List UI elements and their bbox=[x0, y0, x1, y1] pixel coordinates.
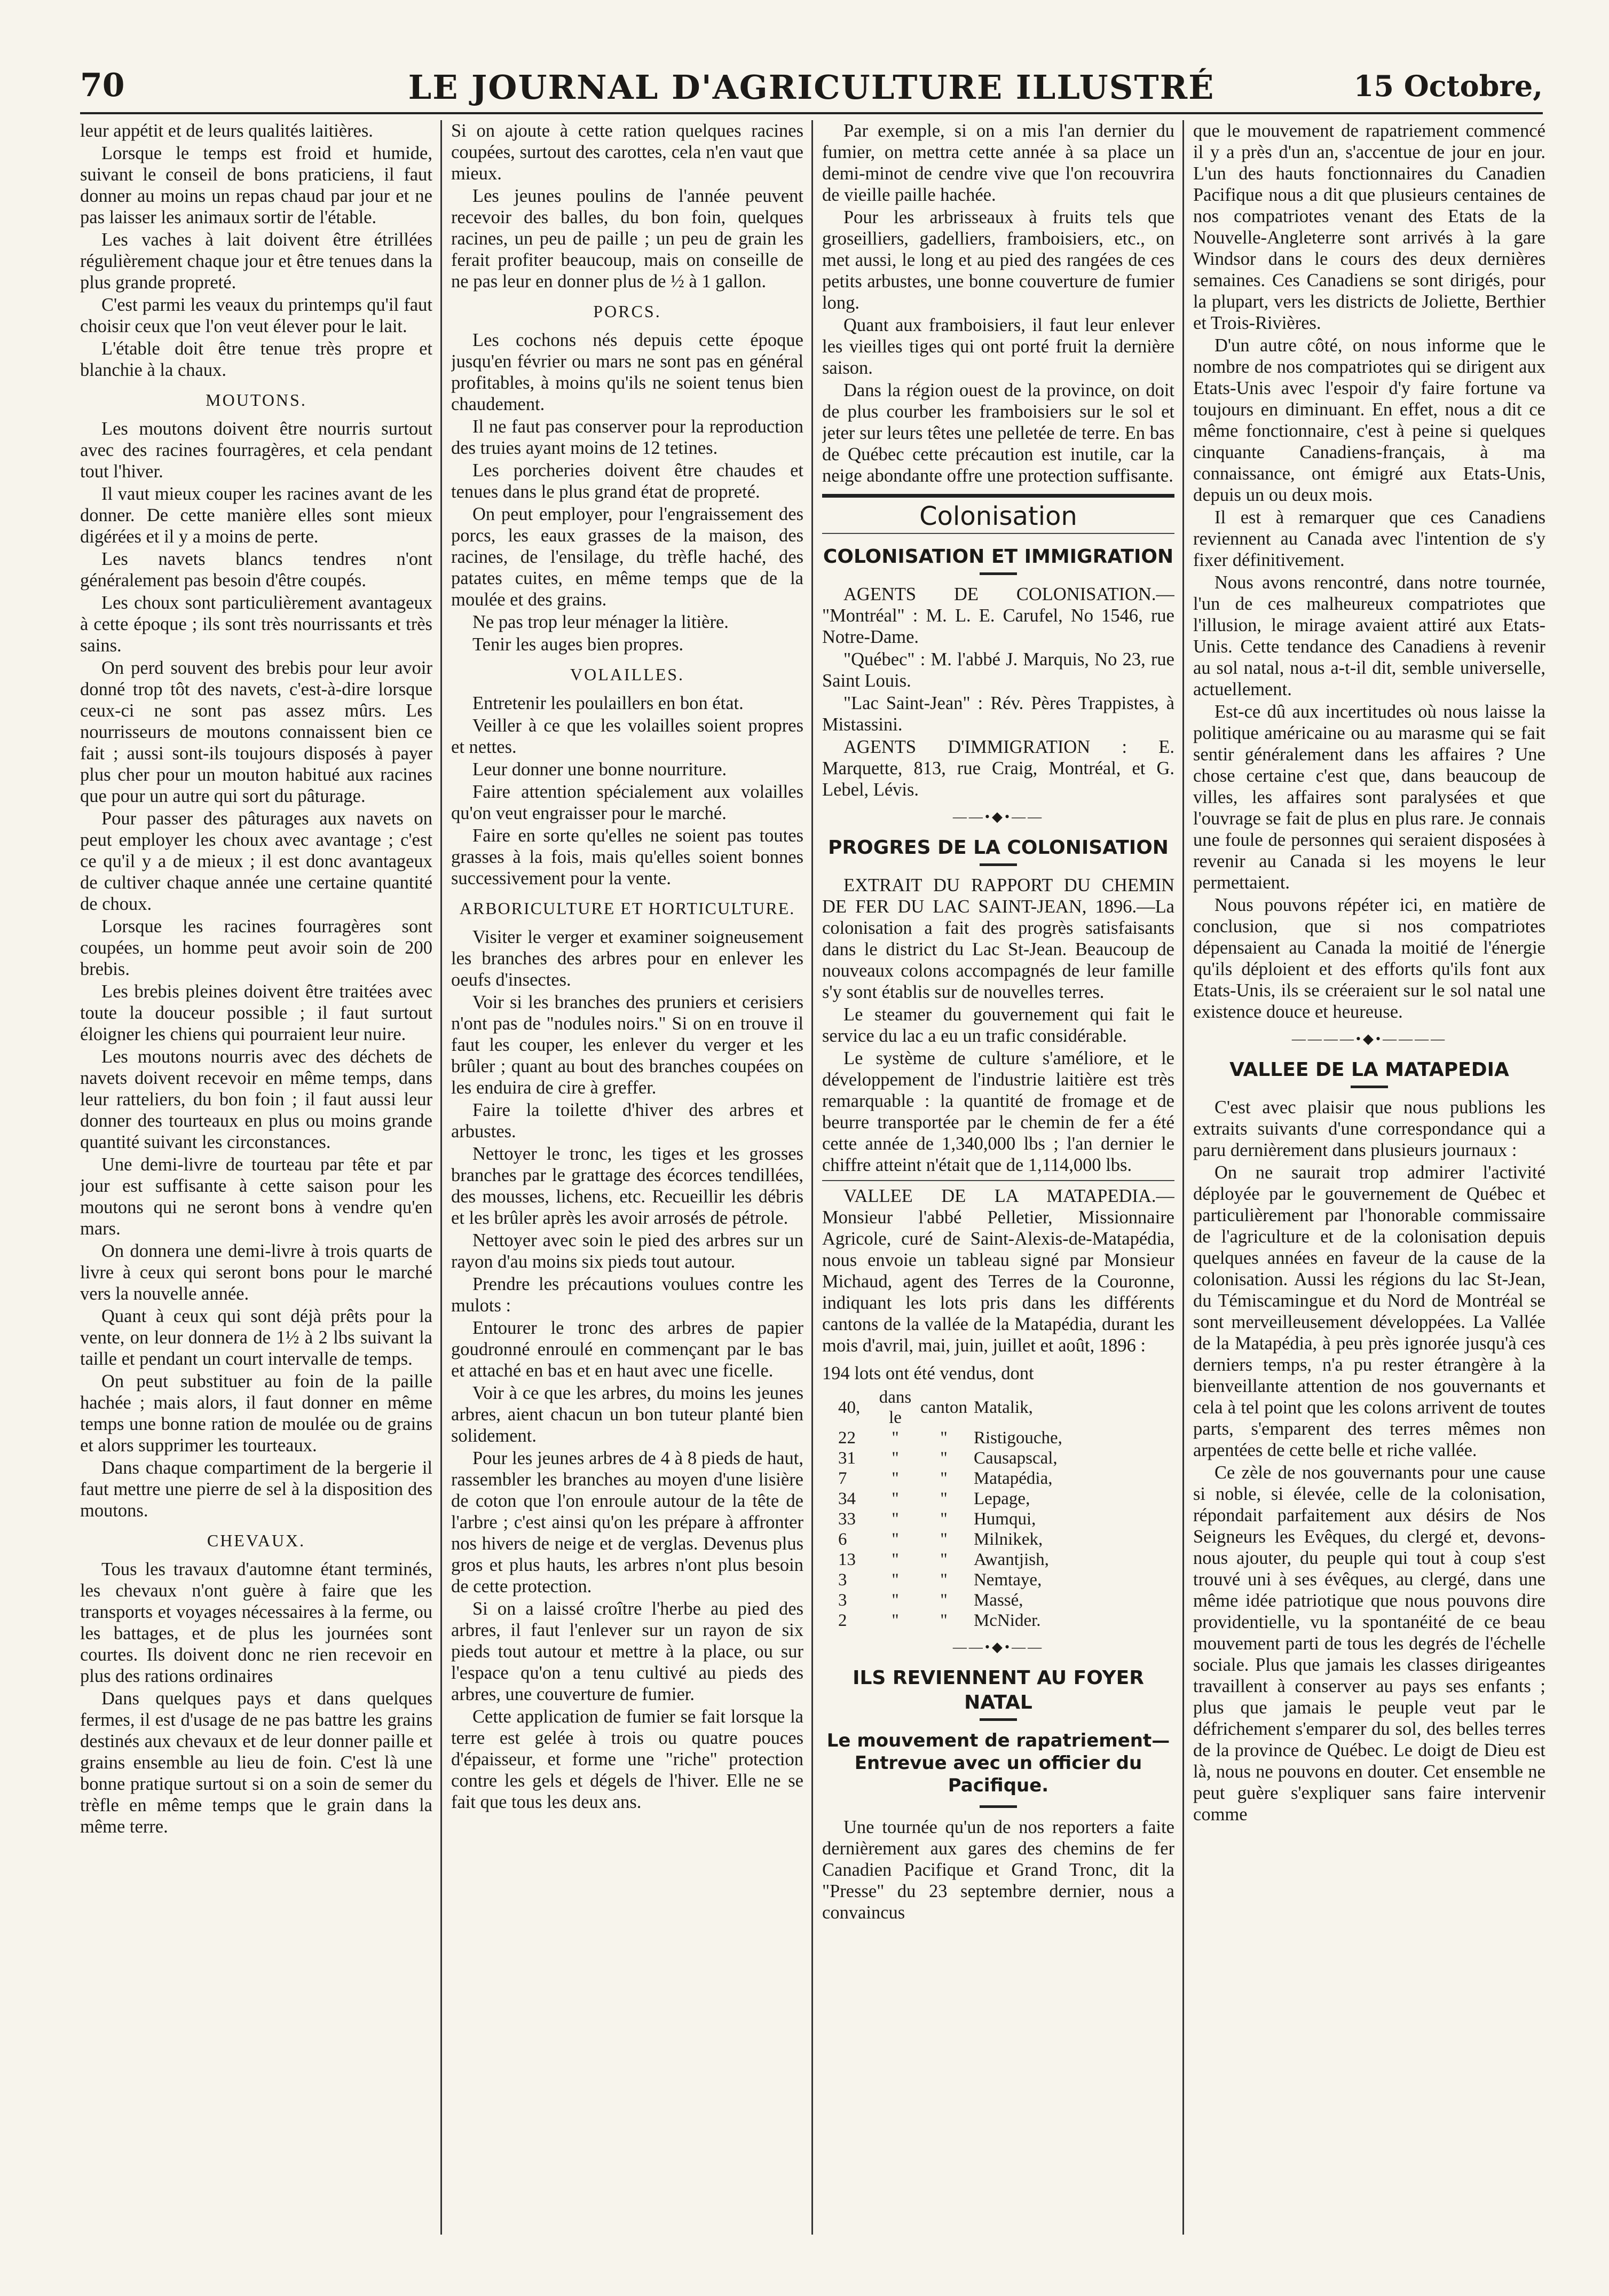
column-2 bbox=[451, 120, 803, 2256]
paragraph: Les brebis pleines doivent être traitées avec toute la douceur possible ; il faut surtout éloigner les chiens qui pourraient leur nuire. bbox=[80, 981, 432, 1044]
lots-cell-n: 22 bbox=[838, 1428, 856, 1448]
short-rule bbox=[980, 863, 1017, 866]
lots-cell-q2: " bbox=[940, 1611, 948, 1630]
paragraph: Visiter le verger et examiner soigneusement les branches des arbres pour en enlever les oeufs d'insectes. bbox=[451, 927, 803, 990]
lots-cell-q1: " bbox=[892, 1591, 899, 1610]
lots-cell-n: 33 bbox=[838, 1509, 856, 1529]
paragraph: On perd souvent des brebis pour leur avoir donné trop tôt des navets, c'est-à-dire lorsque ceux-ci ne sont pas assez mûrs. Les nourrisseurs de moutons connaissent bien ce fait ; aussi sont-ils toujours disposés à payer plus cher pour un mouton habitué aux racines que pour un autre qui sort du pâturage. bbox=[80, 658, 432, 806]
lots-cell-q1: " bbox=[892, 1530, 899, 1549]
paragraph: On donnera une demi-livre à trois quarts de livre à ceux qui seront bons pour le marché vers la nouvelle année. bbox=[80, 1241, 432, 1304]
lots-row bbox=[838, 1448, 1069, 1468]
ornament-divider: ——•◆•—— bbox=[952, 809, 1044, 824]
paragraph: "Québec" : M. l'abbé J. Marquis, No 23, rue Saint Louis. bbox=[822, 649, 1174, 691]
section-heading-porcs: PORCS. bbox=[593, 302, 661, 321]
lots-cell-n: 31 bbox=[838, 1449, 856, 1468]
lots-cell-q1: " bbox=[892, 1570, 899, 1590]
short-rule bbox=[980, 572, 1017, 575]
divider bbox=[822, 1180, 1174, 1181]
lots-cell-q2: " bbox=[940, 1428, 948, 1448]
paragraph: Lorsque le temps est froid et humide, suivant le conseil de bons praticiens, il faut donner au moins un repas chaud par jour et ne pas laisser les animaux sortir de l'étable. bbox=[80, 143, 432, 227]
paragraph: D'un autre côté, on nous informe que le nombre de nos compatriotes qui se dirigent aux Etats-Unis avec l'espoir d'y faire fortune va toujours en diminuant. En effet, nous a dit ce même fonctionnaire, c'est à peine si quelques cinquante Canadiens-français, à ma connaissance, ont émigré aux Etats-Unis, depuis un ou deux mois. bbox=[1193, 335, 1545, 505]
paragraph: Leur donner une bonne nourriture. bbox=[472, 759, 727, 780]
column-1 bbox=[80, 120, 432, 2256]
lots-cell-q2: " bbox=[940, 1489, 948, 1508]
lots-cell-q2: " bbox=[940, 1550, 948, 1569]
paragraph: Une tournée qu'un de nos reporters a faite dernièrement aux gares des chemins de fer Canadien Pacifique et Grand Tronc, dit la "Presse" du 23 septembre dernier, nous a convaincus bbox=[822, 1817, 1174, 1923]
paragraph: Une demi-livre de tourteau par tête et par jour est suffisante à cette saison pour les moutons qui ne seront bons à vendre qu'en mars. bbox=[80, 1154, 432, 1239]
short-rule bbox=[980, 1718, 1017, 1721]
paragraph: Ce zèle de nos gouvernants pour une cause si noble, si élevée, celle de la colonisation, répondait parfaitement aux désirs de Nos Seigneurs les Evêques, du clergé et, devons-nous ajouter, du peuple qui tout à coup s'est trouvé uni à ses évêques, au clergé, dans une même idée patriotique que nous pouvons dire providentielle, vu la spontanéité de ce beau mouvement parti de tous les degrés de l'échelle sociale. Plus que jamais les classes dirigeantes travaillent à conserver au pays ses enfants ; plus que jamais le peuple veut par le défrichement s'emparer du sol, des belles terres de la province de Québec. Le doigt de Dieu est là, nous ne pouvons en douter. Cet ensemble ne peut guère s'expliquer sans faire intervenir comme bbox=[1193, 1462, 1545, 1825]
lots-cell-n: 7 bbox=[838, 1469, 847, 1488]
lots-intro: 194 lots ont été vendus, dont bbox=[822, 1363, 1034, 1383]
paragraph: AGENTS DE COLONISATION.— "Montréal" : M. L. E. Carufel, No 1546, rue Notre-Dame. bbox=[822, 584, 1174, 647]
paragraph: Pour les arbrisseaux à fruits tels que groseilliers, gadelliers, framboisiers, etc., on met aussi, le long et au pied des rangées de ces petits arbustes, une bonne couverture de fumier long. bbox=[822, 207, 1174, 313]
paragraph: Si on a laissé croître l'herbe au pied des arbres, il faut l'enlever sur un rayon de six pieds tout autour et mettre à la place, ou sur l'espace qu'on a tenu cultivé au pieds des arbres, une couverture de fumier. bbox=[451, 1599, 803, 1704]
paragraph: Dans la région ouest de la province, on doit de plus courber les framboisiers sur le sol et jeter sur leurs têtes une pelletée de terre. En bas de Québec cette précaution est inutile, car la neige abondante offre une protection suffisante. bbox=[822, 380, 1174, 486]
paragraph: AGENTS D'IMMIGRATION : E. Marquette, 813, rue Craig, Montréal, et G. Lebel, Lévis. bbox=[822, 737, 1174, 800]
lots-cell-n: 40, bbox=[838, 1398, 861, 1417]
paragraph: Entretenir les poulaillers en bon état. bbox=[472, 693, 744, 713]
lots-cell-name: Awantjish, bbox=[973, 1550, 1049, 1569]
lots-cell-q2: " bbox=[940, 1509, 948, 1529]
lots-cell-name: Milnikek, bbox=[973, 1530, 1043, 1549]
lots-cell-name: Matapédia, bbox=[973, 1469, 1053, 1488]
section-heading-arboriculture: ARBORICULTURE ET HORTICULTURE. bbox=[459, 899, 795, 918]
paragraph: Le système de culture s'améliore, et le développement de l'industrie laitière est très remarquable : la quantité de fromage et de beurre transportée par le chemin de fer a été cette année de 1,340,000 lbs ; l'an dernier le chiffre atteint n'était que de 1,114,000 lbs. bbox=[822, 1048, 1174, 1175]
paragraph: C'est parmi les veaux du printemps qu'il faut choisir ceux que l'on veut élever pour le lait. bbox=[80, 295, 432, 336]
paragraph: Il vaut mieux couper les racines avant de les donner. De cette manière elles sont mieux digérées et il y a moins de perte. bbox=[80, 484, 432, 547]
reviennent-heading: ILS REVIENNENT AU FOYER NATAL bbox=[853, 1667, 1144, 1713]
lots-cell-name: Nemtaye, bbox=[973, 1570, 1042, 1590]
column-rule bbox=[440, 120, 442, 2235]
paragraph: Voir à ce que les arbres, du moins les jeunes arbres, aient chacun un bon tuteur planté bien solidement. bbox=[451, 1383, 803, 1446]
paragraph: Tenir les auges bien propres. bbox=[472, 634, 684, 655]
paragraph: Ne pas trop leur ménager la litière. bbox=[472, 612, 729, 632]
section-heading-volailles: VOLAILLES. bbox=[570, 665, 684, 684]
paragraph: Pour les jeunes arbres de 4 à 8 pieds de haut, rassembler les branches au moyen d'une lisière de coton que l'on enroule autour de la tête de l'arbre ; c'est ainsi qu'on les prépare à affronter nos hivers de neige et de verglas. Devenus plus gros et plus hauts, les arbres n'ont plus besoin de cette protection. bbox=[451, 1448, 803, 1597]
column-rule bbox=[811, 120, 813, 2235]
paragraph: Quant aux framboisiers, il faut leur enlever les vieilles tiges qui ont porté fruit la dernière saison. bbox=[822, 315, 1174, 378]
column-4 bbox=[1193, 120, 1545, 2256]
short-rule bbox=[980, 1805, 1017, 1808]
lots-cell-q1: " bbox=[892, 1611, 899, 1630]
paragraph: Il est à remarquer que ces Canadiens reviennent au Canada avec l'intention de s'y fixer définitivement. bbox=[1193, 507, 1545, 570]
paragraph: L'étable doit être tenue très propre et blanchie à la chaux. bbox=[80, 339, 432, 380]
lots-cell-q1: " bbox=[892, 1509, 899, 1529]
paragraph: Prendre les précautions voulues contre les mulots : bbox=[451, 1274, 803, 1316]
paragraph: Veiller à ce que les volailles soient propres et nettes. bbox=[451, 715, 803, 757]
paragraph: que le mouvement de rapatriement commencé il y a près d'un an, s'accentue de jour en jour. L'un des hauts fonctionnaires du Canadien Pacifique nous a dit que plusieurs centaines de nos compatriotes venant des Etats de la Nouvelle-Angleterre sont arrivés à la gare Windsor dans le cours des deux dernières semaines. Ces Canadiens se sont dirigés, pour la plupart, vers les districts de Joliette, Berthier et Trois-Rivières. bbox=[1193, 121, 1545, 333]
lots-cell-name: Humqui, bbox=[973, 1509, 1036, 1529]
paragraph: C'est avec plaisir que nous publions les extraits suivants d'une correspondance qui a paru dernièrement dans plusieurs journaux : bbox=[1193, 1097, 1545, 1160]
paragraph: Quant à ceux qui sont déjà prêts pour la vente, on leur donnera de 1½ à 2 lbs suivant la taille et pendant un court intervalle de temps. bbox=[80, 1306, 432, 1369]
lots-cell-name: Causapscal, bbox=[973, 1449, 1058, 1468]
lots-cell-name: Massé, bbox=[973, 1591, 1023, 1610]
masthead bbox=[80, 61, 1543, 114]
lots-cell-q2: " bbox=[940, 1449, 948, 1468]
lots-cell-q1: dans le bbox=[879, 1388, 912, 1427]
paragraph: Faire attention spécialement aux volailles qu'on veut engraisser pour le marché. bbox=[451, 782, 803, 823]
paragraph: EXTRAIT DU RAPPORT DU CHEMIN DE FER DU LAC SAINT-JEAN, 1896.—La colonisation a fait des progrès satisfaisants dans le district du Lac St-Jean. Beaucoup de nouveaux colons accompagnés de leur famille s'y sont établis sur de nouvelles terres. bbox=[822, 875, 1174, 1002]
paragraph: Les jeunes poulins de l'année peuvent recevoir des balles, du bon foin, quelques racines, un peu de paille ; un peu de grain les ferait profiter beaucoup, mais on conseille de ne pas leur en donner plus de ½ à 1 gallon. bbox=[451, 186, 803, 292]
vallee-matapedia-heading: VALLEE DE LA MATAPEDIA bbox=[1229, 1059, 1509, 1081]
lots-cell-n: 3 bbox=[838, 1591, 847, 1610]
paragraph: "Lac Saint-Jean" : Rév. Pères Trappistes, à Mistassini. bbox=[822, 693, 1174, 735]
paragraph: VALLEE DE LA MATAPEDIA.— Monsieur l'abbé Pelletier, Missionnaire Agricole, curé de Saint-Alexis-de-Matapédia, nous envoie un tableau signé par Monsieur Michaud, agent des Terres de la Couronne, indiquant les lots pris dans les différents cantons de la vallée de la Matapédia, durant les mois d'avril, mai, juin, juillet et août, 1896 : bbox=[822, 1186, 1174, 1356]
paragraph: Voir si les branches des pruniers et cerisiers n'ont pas de "nodules noirs." Si on en trouve il faut les couper, les enlever du verger et les brûler ; quant au bout des branches coupées on les enduira de cire à greffer. bbox=[451, 992, 803, 1098]
lots-cell-q1: " bbox=[892, 1550, 899, 1569]
paragraph: Les porcheries doivent être chaudes et tenues dans le plus grand état de propreté. bbox=[451, 460, 803, 502]
paragraph: leur appétit et de leurs qualités laitières. bbox=[80, 121, 373, 141]
newspaper-title: LE JOURNAL D'AGRICULTURE ILLUSTRÉ bbox=[408, 68, 1215, 107]
lots-cell-q1: " bbox=[892, 1428, 899, 1448]
ornament-divider: ————•◆•———— bbox=[1291, 1031, 1447, 1047]
paragraph: Les cochons nés depuis cette époque jusqu'en février ou mars ne sont pas en général profitables, à moins qu'ils ne soient tenus bien chaudement. bbox=[451, 330, 803, 414]
lots-row bbox=[838, 1387, 1069, 1428]
lots-cell-name: Ristigouche, bbox=[973, 1428, 1062, 1448]
lots-cell-q2: " bbox=[940, 1530, 948, 1549]
section-heading-chevaux: CHEVAUX. bbox=[207, 1531, 306, 1550]
lots-cell-name: McNider. bbox=[973, 1611, 1041, 1630]
paragraph: Nettoyer avec soin le pied des arbres sur un rayon d'au moins six pieds tout autour. bbox=[451, 1230, 803, 1272]
lots-cell-q1: " bbox=[892, 1489, 899, 1508]
lots-row bbox=[838, 1550, 1069, 1570]
progres-heading: PROGRES DE LA COLONISATION bbox=[828, 837, 1169, 859]
lots-table bbox=[838, 1387, 1069, 1631]
lots-row bbox=[838, 1509, 1069, 1529]
divider bbox=[822, 533, 1174, 534]
paragraph: Les vaches à lait doivent être étrillées régulièrement chaque jour et être tenues dans la plus grande propreté. bbox=[80, 230, 432, 293]
paragraph: Entourer le tronc des arbres de papier goudronné enroulé en commençant par le bas et attaché en bas et en haut avec une ficelle. bbox=[451, 1318, 803, 1381]
lots-row bbox=[838, 1610, 1069, 1631]
paragraph: Nous avons rencontré, dans notre tournée, l'un de ces malheureux compatriotes que l'illusion, le mirage avaient attiré aux Etats-Unis. Cette tendance des Canadiens à revenir au sol natal, nous a-t-il dit, semble universelle, actuellement. bbox=[1193, 572, 1545, 699]
paragraph: Les moutons doivent être nourris surtout avec des racines fourragères, et cela pendant tout l'hiver. bbox=[80, 419, 432, 482]
paragraph: Par exemple, si on a mis l'an dernier du fumier, on mettra cette année à sa place un demi-minot de cendre vive que l'on recouvrira de vieille paille hachée. bbox=[822, 121, 1174, 205]
paragraph: Dans chaque compartiment de la bergerie il faut mettre une pierre de sel à la disposition des moutons. bbox=[80, 1458, 432, 1521]
lots-cell-q2: " bbox=[940, 1469, 948, 1488]
paragraph: Cette application de fumier se fait lorsque la terre est gelée à trois ou quatre pouces d'épaisseur, et forme une "riche" protection contre les gels et dégels de l'hiver. Elle ne se fait que tous les deux ans. bbox=[451, 1707, 803, 1812]
lots-cell-q2: canton bbox=[920, 1398, 967, 1417]
lots-cell-q2: " bbox=[940, 1591, 948, 1610]
ornament-divider: ——•◆•—— bbox=[952, 1639, 1044, 1655]
paragraph: Nous pouvons répéter ici, en matière de conclusion, que si nos compatriotes dépensaient au Canada la moitié de l'énergie qu'ils déploient et des efforts qu'ils font aux Etats-Unis, ils se créeraient sur le sol natal une existence douce et heureuse. bbox=[1193, 895, 1545, 1022]
paragraph: Les navets blancs tendres n'ont généralement pas besoin d'être coupés. bbox=[80, 549, 432, 591]
column-3 bbox=[822, 120, 1174, 2256]
paragraph: Faire la toilette d'hiver des arbres et arbustes. bbox=[451, 1100, 803, 1142]
paragraph: Le steamer du gouvernement qui fait le service du lac a eu un trafic considérable. bbox=[822, 1004, 1174, 1046]
paragraph: Faire en sorte qu'elles ne soient pas toutes grasses à la fois, mais qu'elles soient bonnes successivement pour la vente. bbox=[451, 825, 803, 888]
paragraph: Dans quelques pays et dans quelques fermes, il est d'usage de ne pas battre les grains destinés aux chevaux et de leur donner paille et grains ensemble au lieu de foin. C'est là une bonne pratique surtout si on a soin de semer du trèfle en même temps que le grain dans la même terre. bbox=[80, 1688, 432, 1837]
lots-row bbox=[838, 1468, 1069, 1489]
lots-cell-q1: " bbox=[892, 1449, 899, 1468]
paragraph: Nettoyer le tronc, les tiges et les grosses branches par le grattage des écorces tendillées, des mousses, lichens, etc. Recueillir les débris et les brûler après les avoir arrosés de pétrole. bbox=[451, 1144, 803, 1228]
colonisation-heading: Colonisation bbox=[919, 501, 1077, 531]
paragraph: On peut substituer au foin de la paille hachée ; mais alors, il faut donner en même temps une bonne ration de moulée ou de grains et alors supprimer les tourteaux. bbox=[80, 1371, 432, 1456]
paragraph: Les choux sont particulièrement avantageux à cette époque ; ils sont très nourrissants et très sains. bbox=[80, 593, 432, 656]
lots-row bbox=[838, 1428, 1069, 1448]
lots-cell-name: Lepage, bbox=[973, 1489, 1030, 1508]
lots-row bbox=[838, 1570, 1069, 1590]
lots-cell-n: 6 bbox=[838, 1530, 847, 1549]
paragraph: Les moutons nourris avec des déchets de navets doivent recevoir en même temps, dans leur ratteliers, du bon foin ; il faut aussi leur donner des tourteaux en plus ou moins grande quantité suivant les circonstances. bbox=[80, 1047, 432, 1152]
lots-cell-q1: " bbox=[892, 1469, 899, 1488]
paragraph: Tous les travaux d'automne étant terminés, les chevaux n'ont guère à faire que les transports et voyages nécessaires à la ferme, ou les battages, et de plus les journées sont courtes. Ils doivent donc ne rien recevoir en plus des rations ordinaires bbox=[80, 1559, 432, 1686]
issue-date: 15 Octobre, bbox=[1353, 69, 1543, 103]
colonisation-immigration-heading: COLONISATION ET IMMIGRATION bbox=[823, 546, 1174, 568]
lots-row bbox=[838, 1489, 1069, 1509]
paragraph: Lorsque les racines fourragères sont coupées, un homme peut avoir soin de 200 brebis. bbox=[80, 916, 432, 979]
reviennent-subheading: Le mouvement de rapatriement—Entrevue avec un officier du Pacifique. bbox=[826, 1730, 1170, 1796]
lots-row bbox=[838, 1590, 1069, 1610]
lots-cell-name: Matalik, bbox=[973, 1398, 1033, 1417]
paragraph: On peut employer, pour l'engraissement des porcs, les eaux grasses de la maison, des racines, de l'ensilage, du trèfle haché, des patates cuites, en même temps que de la moulée et des grains. bbox=[451, 504, 803, 610]
lots-cell-n: 34 bbox=[838, 1489, 856, 1508]
lots-cell-q2: " bbox=[940, 1570, 948, 1590]
short-rule bbox=[1351, 1086, 1388, 1088]
lots-cell-n: 13 bbox=[838, 1550, 856, 1569]
paragraph: On ne saurait trop admirer l'activité déployée par le gouvernement de Québec et particulièrement par l'honorable commissaire de l'agriculture et de la colonisation depuis quelques années en faveur de la cause de la colonisation. Aussi les régions du lac St-Jean, du Témiscamingue et du Nord de Montréal se sont merveilleusement développées. La Vallée de la Matapédia, à peu près ignorée jusqu'à ces derniers temps, n'a pu rester étrangère à la bienveillante attention de nos gouvernants et cela à tel point que les colons arrivent de toutes parts, s'emparent des terres mêmes non arpentées de cette belle et riche vallée. bbox=[1193, 1162, 1545, 1460]
lots-row bbox=[838, 1529, 1069, 1550]
paragraph: Si on ajoute à cette ration quelques racines coupées, surtout des carottes, cela n'en vaut que mieux. bbox=[451, 121, 803, 184]
lots-cell-n: 3 bbox=[838, 1570, 847, 1590]
lots-cell-n: 2 bbox=[838, 1611, 847, 1630]
page-number: 70 bbox=[80, 67, 125, 104]
column-rule bbox=[1182, 120, 1184, 2235]
section-divider bbox=[822, 494, 1174, 498]
paragraph: Pour passer des pâturages aux navets on peut employer les choux avec avantage ; c'est ce qu'il y a de mieux ; il est donc avantageux de cultiver chaque année une certaine quantité de choux. bbox=[80, 808, 432, 914]
paragraph: Est-ce dû aux incertitudes où nous laisse la politique américaine ou au marasme qui se fait sentir généralement dans les affaires ? Une chose certaine c'est que, dans beaucoup de villes, les affaires sont paralysées et que l'ouvrage se fait de plus en plus rare. Je connais une foule de personnes qui seraient disposées à revenir au Canada si les moyens le leur permettaient. bbox=[1193, 702, 1545, 893]
section-heading-moutons: MOUTONS. bbox=[206, 390, 307, 410]
paragraph: Il ne faut pas conserver pour la reproduction des truies ayant moins de 12 tetines. bbox=[451, 416, 803, 458]
